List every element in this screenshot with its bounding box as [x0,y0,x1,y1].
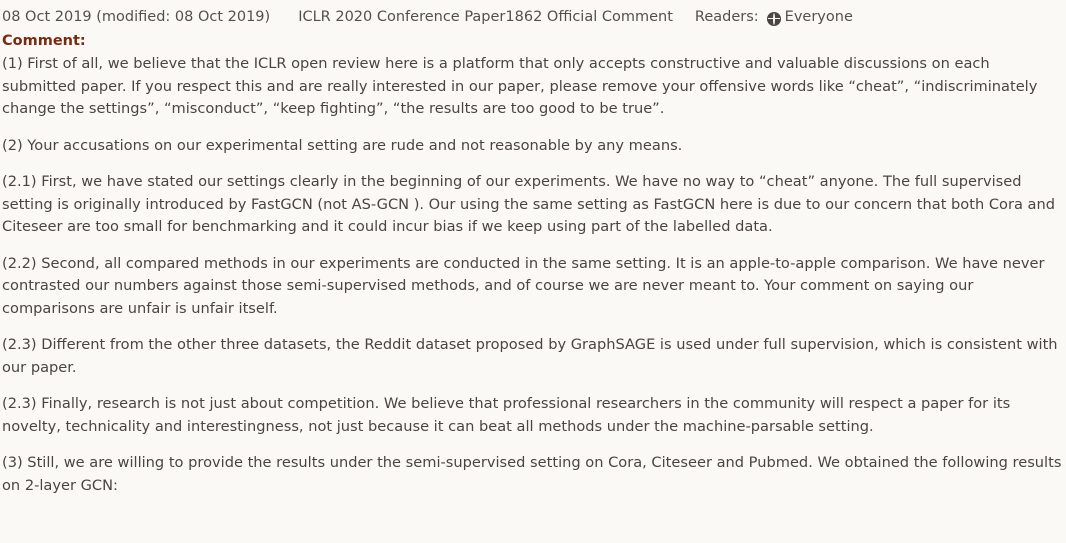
readers-value: Everyone [784,9,853,25]
comment-meta-line [0,6,1066,28]
comment-section-label: Comment: [2,33,86,49]
comment-date: 08 Oct 2019 (modified: 08 Oct 2019) [2,9,271,25]
globe-icon [767,12,781,26]
comment-paragraph: (1) First of all, we believe that the ICLR open review here is a platform that only accepts constructive and valuable discussions on each submitted paper. If you respect this and are really interested in our paper, please remove your offensive words like “cheat”, “indiscriminately change the settings”, “misconduct”, “keep fighting”, “the results are too good to be true”. [2,55,1038,117]
comment-title: ICLR 2020 Conference Paper1862 Official Comment [298,9,673,25]
comment-paragraph: (2.3) Finally, research is not just about competition. We believe that professional researchers in the community will respect a paper for its novelty, technicality and interestingness, not just because it can beat all methods under the machine-parsable setting. [2,395,1011,435]
comment-paragraph: (2) Your accusations on our experimental setting are rude and not reasonable by any means. [2,136,683,154]
comment-paragraph: (2.2) Second, all compared methods in our experiments are conducted in the same setting. It is an apple-to-apple comparison. We have never contrasted our numbers against those semi-supervised methods, and of course we are never meant to. Your comment on saying our comparisons are unfair is unfair itself. [2,254,1045,317]
comment-paragraph: (3) Still, we are willing to provide the results under the semi-supervised setting on Cora, Citeseer and Pubmed. We obtained the following results on 2-layer GCN: [2,454,1062,494]
comment-paragraph: (2.3) Different from the other three datasets, the Reddit dataset proposed by GraphSAGE is used under full supervision, which is consistent with our paper. [2,336,1058,376]
readers-label: Readers: [694,9,759,25]
comment-paragraph: (2.1) First, we have stated our settings clearly in the beginning of our experiments. We have no way to “cheat” anyone. The full supervised setting is originally introduced by FastGCN (not AS-GCN ). Our using the same setting as FastGCN here is due to our concern that both Cora and Citeseer are too small for benchmarking and it could incur bias if we keep using part of the labelled data. [2,173,1056,235]
comment-body [0,53,1066,497]
